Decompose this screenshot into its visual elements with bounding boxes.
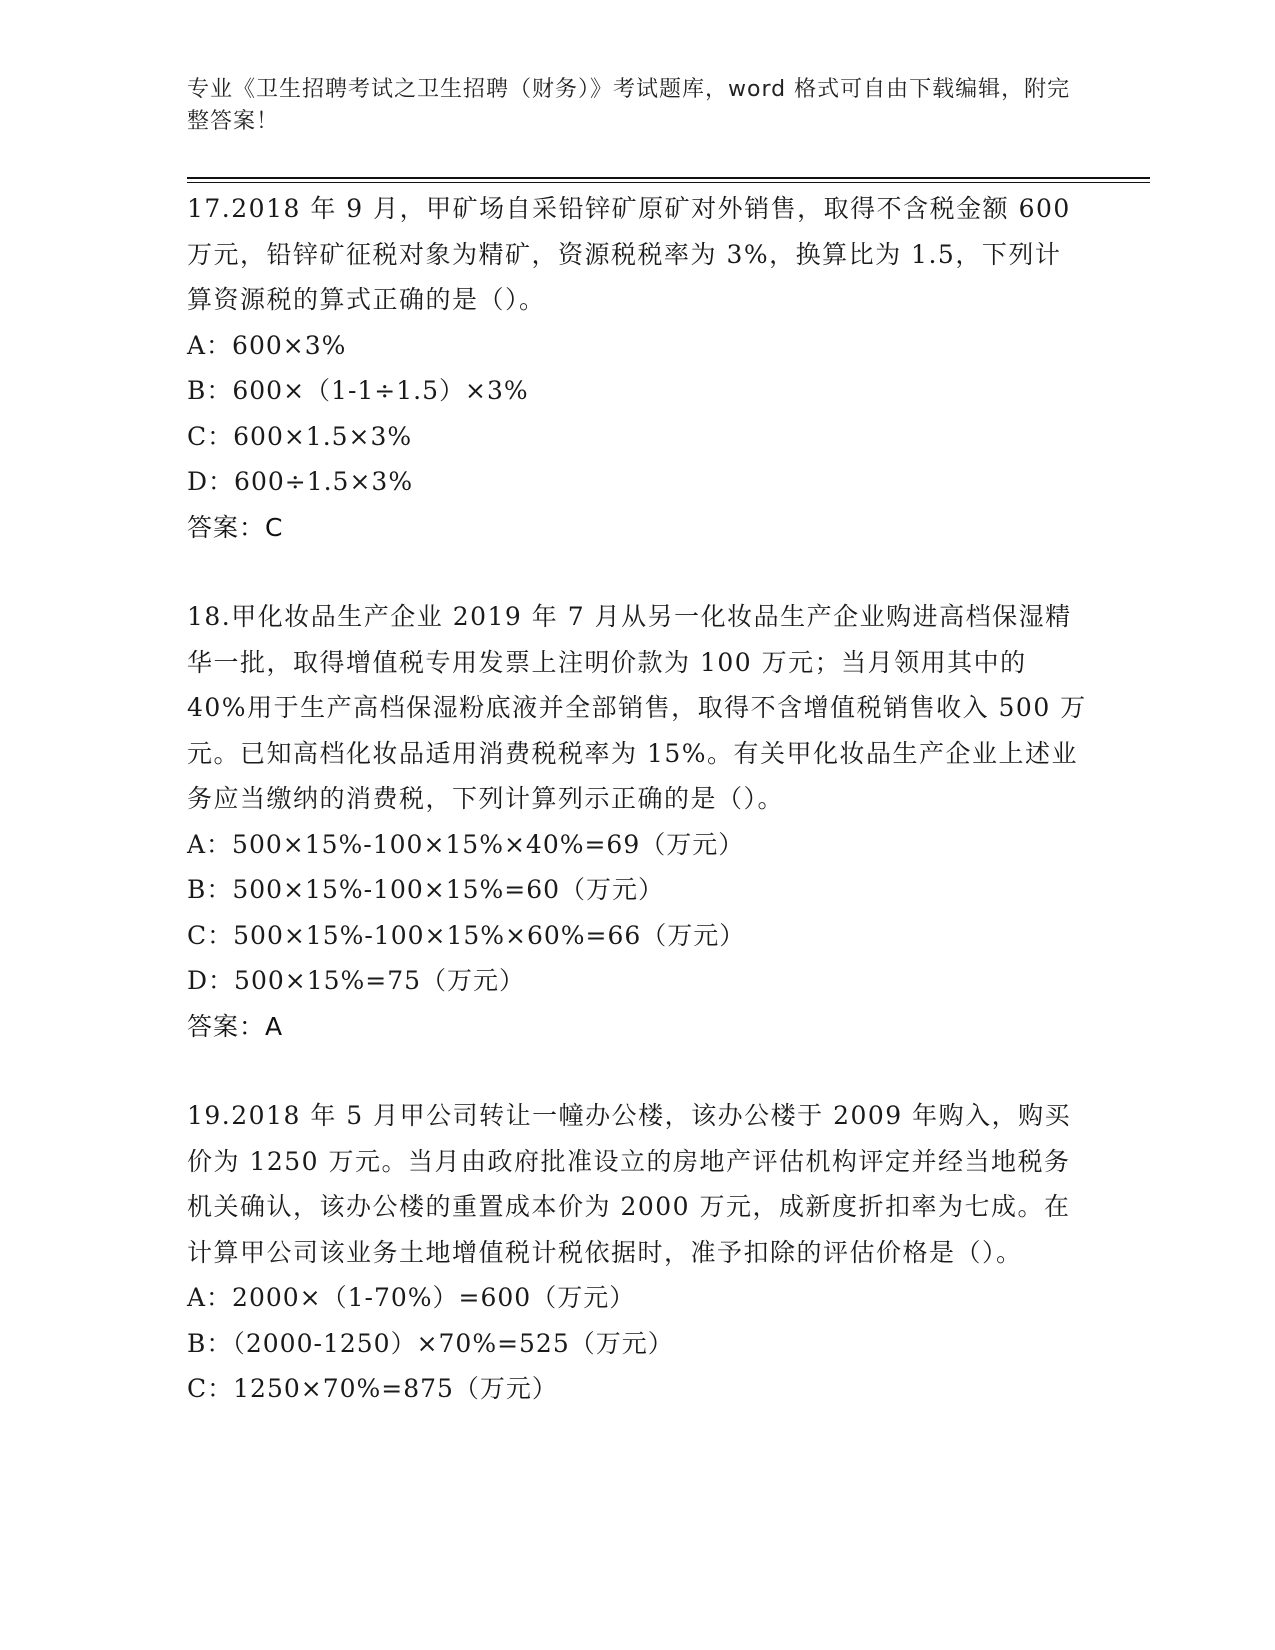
option-a: A：500×15%-100×15%×40%=69（万元） [187, 829, 745, 859]
option-c: C：1250×70%=875（万元） [187, 1374, 558, 1403]
header-divider-thin [187, 182, 1150, 183]
option-a: A：2000×（1-70%）=600（万元） [187, 1283, 636, 1312]
option-c: C：500×15%-100×15%×60%=66（万元） [187, 920, 746, 950]
option-b: B：（2000-1250）×70%=525（万元） [187, 1328, 674, 1358]
option-a: A：600×3% [187, 330, 347, 360]
answer-line: 答案：C [187, 512, 284, 542]
question-text: 19.2018 年 5 月甲公司转让一幢办公楼，该办公楼于 2009 年购入，购买价为 1250 万元。当月由政府批准设立的房地产评估机构评定并经当地税务机关确认，该办公楼的重置成本价为 2000 万元，成新度折扣率为七成。在计算甲公司该业务土地增值税计税依据时，准予扣除的评估价格是（）。 [187, 1101, 1072, 1267]
question-19 [187, 1093, 1087, 1412]
option-d: D：600÷1.5×3% [187, 467, 414, 496]
question-17 [187, 186, 1087, 550]
document-header: 专业《卫生招聘考试之卫生招聘（财务）》考试题库，word 格式可自由下载编辑，附完整答案！ [187, 77, 1071, 134]
option-b: B：500×15%-100×15%=60（万元） [187, 875, 665, 904]
option-b: B：600×（1-1÷1.5）×3% [187, 376, 529, 405]
option-c: C：600×1.5×3% [187, 421, 413, 451]
question-text: 18.甲化妆品生产企业 2019 年 7 月从另一化妆品生产企业购进高档保湿精华一批，取得增值税专用发票上注明价款为 100 万元；当月领用其中的 40%用于生产高档保湿粉底液并全部销售，取得不含增值税销售收入 500 万元。已知高档化妆品适用消费税税率为 15%。有关甲化妆品生产企业上述业务应当缴纳的消费税，下列计算列示正确的是（）。 [187, 602, 1087, 813]
question-18 [187, 594, 1087, 1049]
question-text: 17.2018 年 9 月，甲矿场自采铅锌矿原矿对外销售，取得不含税金额 600 万元，铅锌矿征税对象为精矿，资源税税率为 3%，换算比为 1.5，下列计算资源税的算式正确的是（）。 [187, 194, 1071, 314]
question-list [187, 186, 1087, 1456]
header-divider-thick [187, 177, 1150, 179]
option-d: D：500×15%=75（万元） [187, 966, 526, 995]
answer-line: 答案：A [187, 1011, 284, 1041]
